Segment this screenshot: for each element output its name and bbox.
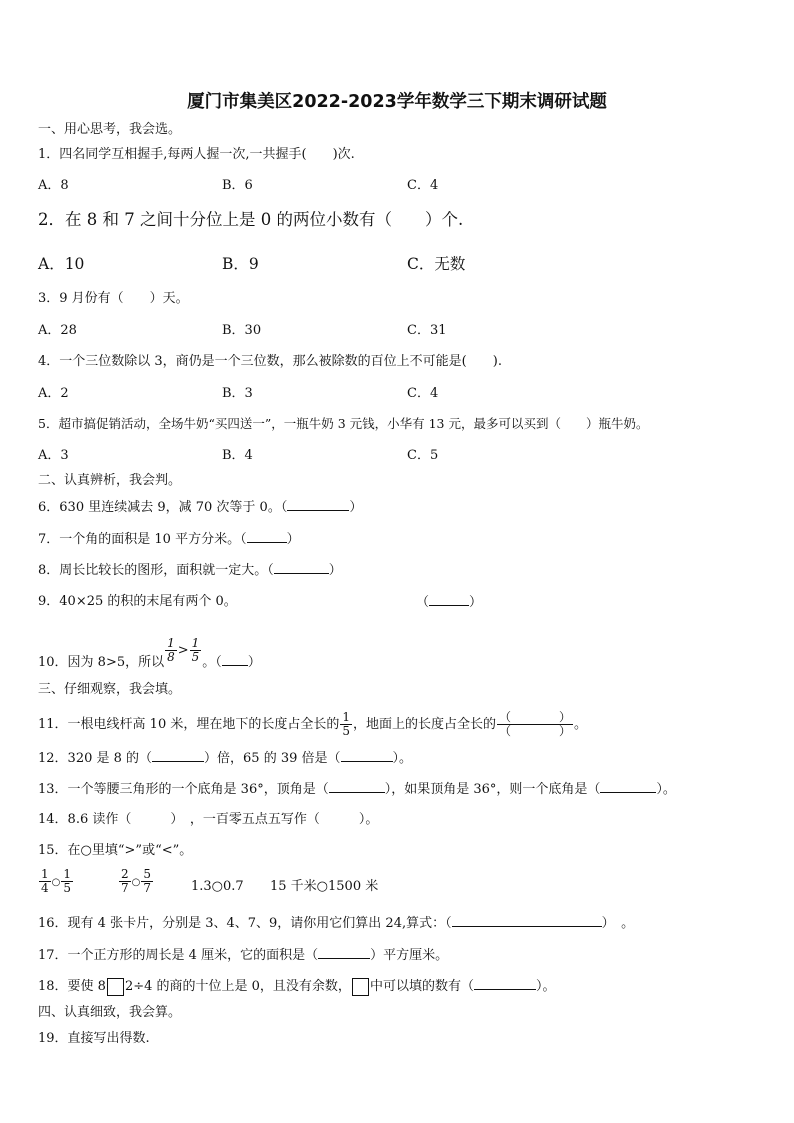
q7-text: 7．一个角的面积是 10 平方分米。（ [38,532,247,547]
q10-fraction-2: $\frac{1}{5}$ [191,636,200,664]
q17-text-2: ）平方厘米。 [370,948,449,963]
section-2-heading: 二、认真辨析，我会判。 [38,473,182,488]
question-13 [38,780,676,799]
q13-text-3: ）。 [656,782,676,797]
q5-option-c[interactable]: C．5 [407,448,439,463]
q6-text: 6．630 里连续减去 9，减 70 次等于 0。（ [38,500,288,515]
q11-fraction: $\frac{1}{5}$ [342,710,350,738]
q13-answer-blank-1[interactable] [329,780,385,793]
q18-text-1: 18．要使 8 [38,979,106,994]
q2-option-b[interactable]: B．9 [222,255,259,273]
page-title: 厦门市集美区2022-2023学年数学三下期末调研试题 [187,92,607,112]
question-14: 14．8.6 读作（ ） ，一百零五点五写作（ ）。 [38,812,379,827]
q13-text-2: ），如果顶角是 36°，则一个底角是（ [384,782,601,797]
q18-answer-blank[interactable] [474,977,536,990]
q4-option-b[interactable]: B．3 [222,386,253,401]
q5-option-b[interactable]: B．4 [222,448,253,463]
q15-item-1: $\frac{1}{4}$ ○ $\frac{1}{5}$ [41,867,72,895]
q3-option-b[interactable]: B．30 [222,323,262,338]
q2-option-a[interactable]: A．10 [38,255,85,273]
question-11 [38,711,587,738]
q15-item-2: $\frac{2}{7}$ ○ $\frac{5}{7}$ [121,867,152,895]
q3-option-a[interactable]: A．28 [38,323,77,338]
q15-item-3[interactable]: 1.3○0.7 [191,879,244,894]
question-7 [38,530,300,549]
q10-text: 10．因为 8>5，所以 [38,655,165,670]
q6-paren-close: ） [349,500,363,515]
q16-text-1: 16．现有 4 张卡片，分别是 3、4、7、9，请你用它们算出 24,算式：（ [38,916,452,931]
question-17 [38,946,448,965]
q1-option-c[interactable]: C．4 [407,178,439,193]
q12-text-1: 12．320 是 8 的（ [38,751,153,766]
q15-compare-circle-1[interactable]: ○ [51,877,61,888]
q10-answer-blank[interactable] [222,653,248,666]
q9-answer [416,593,482,612]
q4-option-a[interactable]: A．2 [38,386,69,401]
q13-text-1: 13．一个等腰三角形的一个底角是 36°，顶角是（ [38,782,329,797]
q9-paren-open: （ [416,595,430,610]
q7-paren-close: ） [286,532,300,547]
q13-answer-blank-2[interactable] [600,780,656,793]
q10-fraction-1: $\frac{1}{8}$ [167,636,175,664]
question-6 [38,498,362,517]
question-1: 1．四名同学互相握手,每两人握一次,一共握手( )次. [38,147,355,162]
question-12 [38,749,412,768]
q2-option-c[interactable]: C．无数 [407,255,466,273]
q12-answer-blank-1[interactable] [152,749,204,762]
question-9: 9．40×25 的积的末尾有两个 0。 [38,594,237,609]
q18-text-3: 中可以填的数有（ [369,979,474,994]
q11-answer-fraction[interactable]: $\frac{( )}{( )}$ [499,710,572,738]
q9-paren-close: ） [469,595,483,610]
q16-answer-blank[interactable] [452,914,602,927]
q7-answer-blank[interactable] [247,530,287,543]
q11-text: 11．一根电线杆高 10 米，埋在地下的长度占全长的 [38,717,340,732]
q12-text-2: ）倍，65 的 39 倍是（ [204,751,341,766]
section-4-heading: 四、认真细致，我会算。 [38,1005,182,1020]
question-18 [38,977,555,996]
question-3: 3．9 月份有（ ）天。 [38,291,189,306]
q18-text-4: ）。 [535,979,556,994]
q9-answer-blank[interactable] [429,593,469,606]
q12-text-3: ）。 [392,751,413,766]
q17-answer-blank[interactable] [318,946,370,959]
q3-option-c[interactable]: C．31 [407,323,447,338]
q4-option-c[interactable]: C．4 [407,386,439,401]
q12-answer-blank-2[interactable] [341,749,393,762]
q8-paren-close: ） [328,563,342,578]
q18-text-2: 2÷4 的商的十位上是 0，且没有余数， [124,979,351,994]
question-15: 15．在○里填“>”或“<”。 [38,843,193,858]
q5-option-a[interactable]: A．3 [38,448,69,463]
q18-digit-box-2[interactable] [352,978,369,996]
question-2: 2．在 8 和 7 之间十分位上是 0 的两位小数有（ ）个. [38,210,464,229]
question-4: 4．一个三位数除以 3，商仍是一个三位数，那么被除数的百位上不可能是( ). [38,354,502,369]
q11-text-mid: ，地面上的长度占全长的 [353,717,497,732]
q18-digit-box-1[interactable] [107,978,124,996]
section-3-heading: 三、仔细观察，我会填。 [38,682,182,697]
q1-option-a[interactable]: A．8 [38,178,69,193]
question-8 [38,561,342,580]
section-1-heading: 一、用心思考，我会选。 [38,122,182,137]
q10-greater-than: > [177,643,189,658]
q6-answer-blank[interactable] [287,498,349,511]
q10-text-end: 。（ [202,655,222,670]
q11-text-end: 。 [574,717,588,732]
q15-compare-circle-2[interactable]: ○ [131,877,141,888]
q16-text-2: ） 。 [601,916,635,931]
question-16 [38,914,634,933]
q17-text-1: 17．一个正方形的周长是 4 厘米，它的面积是（ [38,948,319,963]
q10-paren-close: ） [247,655,261,670]
question-5: 5．超市搞促销活动，全场牛奶“买四送一”，一瓶牛奶 3 元钱，小华有 13 元，最多可以买到（ ）瓶牛奶。 [38,416,649,431]
q8-text: 8．周长比较长的图形，面积就一定大。（ [38,563,274,578]
q8-answer-blank[interactable] [274,561,329,574]
q15-item-4[interactable]: 15 千米○1500 米 [270,879,379,894]
q1-option-b[interactable]: B．6 [222,178,253,193]
question-10 [38,636,261,672]
question-19: 19．直接写出得数. [38,1031,150,1046]
